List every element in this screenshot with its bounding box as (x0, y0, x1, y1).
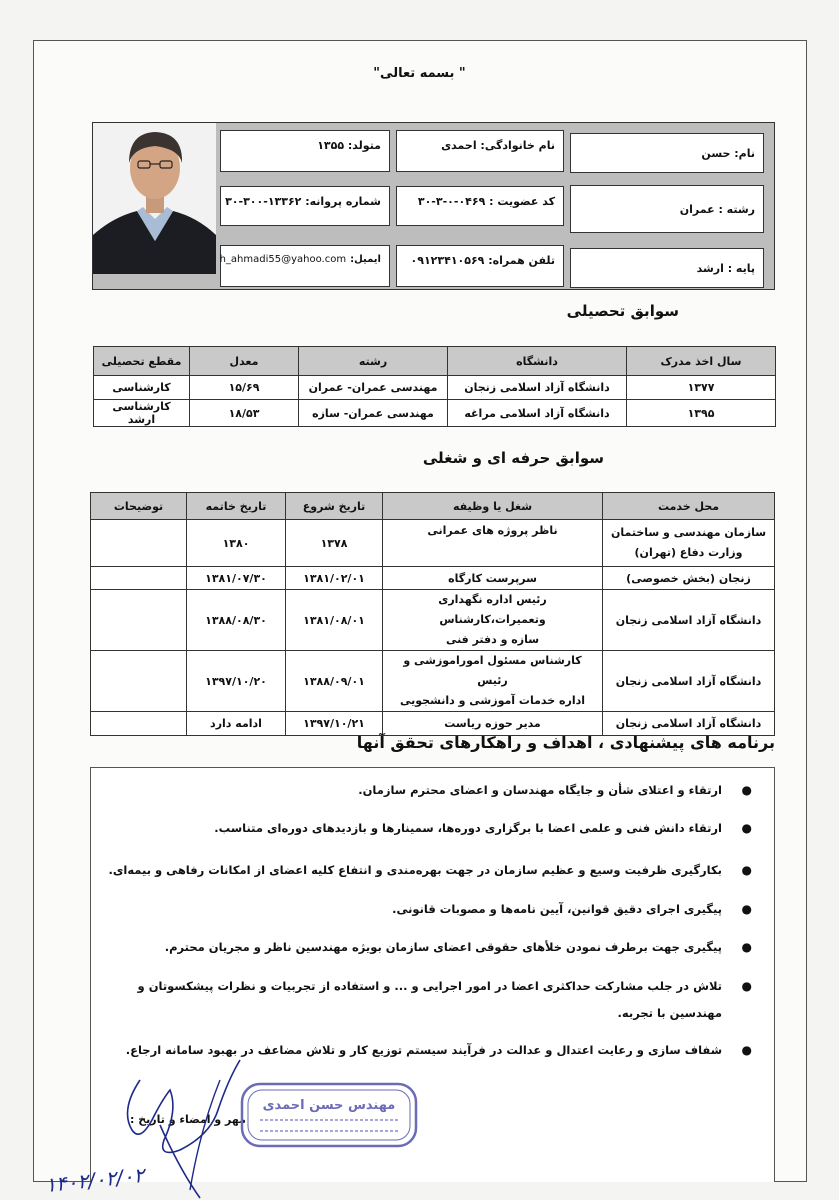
program-text: ارتقاء و اعتلای شأن و جایگاه مهندسان و اعضای محترم سازمان. (358, 783, 722, 797)
bullet-icon: ● (741, 979, 752, 993)
career-end: ادامه دارد (187, 712, 286, 736)
career-end: ۱۳۸۰ (187, 520, 286, 567)
career-header-start: تاریخ شروع (286, 493, 383, 520)
education-title: سوابق تحصیلی (566, 302, 679, 320)
edu-header-year: سال اخذ مدرک (627, 347, 776, 376)
bullet-icon: ● (741, 783, 752, 797)
place-line: وزارت دفاع (تهران) (634, 546, 743, 559)
edu-cell: دانشگاه آزاد اسلامی مراغه (448, 400, 627, 427)
table-row (91, 712, 775, 736)
list-item (392, 898, 752, 920)
program-text: ارتقاء دانش فنی و علمی اعضا با برگزاری دوره‌ها، سمینارها و بازدیدهای دوره‌ای متناسب. (214, 821, 722, 835)
degree-level: پایه : ارشد (570, 248, 764, 288)
list-item (108, 859, 752, 881)
bullet-icon: ● (741, 1043, 752, 1057)
program-text: تلاش در جلب مشارکت حداکثری اعضا در امور اجرایی و ... و استفاده از تجربیات و نظرات پیشکسوتان و (137, 979, 722, 993)
profile-photo (93, 123, 216, 274)
born-field: متولد: ۱۳۵۵ (220, 130, 390, 172)
edu-cell: کارشناسی (94, 376, 190, 400)
career-end: ۱۳۸۱/۰۷/۳۰ (187, 567, 286, 590)
basmala-heading: " بسمه تعالی" (373, 66, 466, 81)
edu-cell: مهندسی عمران- عمران (299, 376, 448, 400)
career-place: دانشگاه آزاد اسلامی زنجان (603, 590, 775, 651)
table-row (91, 651, 775, 712)
career-place: زنجان (بخش خصوصی) (603, 567, 775, 590)
edu-cell: ۱۸/۵۳ (190, 400, 299, 427)
handwritten-date: ۱۴۰۲/۰۲/۰۲ (44, 1162, 146, 1198)
career-start: ۱۳۹۷/۱۰/۲۱ (286, 712, 383, 736)
place-line: سازمان مهندسی و ساختمان (610, 526, 767, 539)
mobile-field: تلفن همراه: ۰۹۱۲۳۴۱۰۵۶۹ (396, 245, 564, 287)
family-field: نام خانوادگی: احمدی (396, 130, 564, 172)
career-end: ۱۳۹۷/۱۰/۲۰ (187, 651, 286, 712)
table-row (91, 590, 775, 651)
table-row (91, 520, 775, 567)
edu-cell: ۱۵/۶۹ (190, 376, 299, 400)
list-item (164, 936, 752, 958)
career-place (603, 520, 775, 567)
signature-label: مهر و امضاء و تاریخ : (130, 1113, 246, 1126)
program-text: شفاف سازی و رعایت اعتدال و عدالت در فرآیند سیستم توزیع کار و تلاش مضاعف در بهبود سامانه ارجاع. (125, 1043, 722, 1057)
job-line: رئیس اداره نگهداری وتعمیرات،کارشناس (438, 593, 547, 626)
programs-title: برنامه های پیشنهادی ، اهداف و راهکارهای تحقق آنها (356, 733, 775, 752)
edu-header-degree: مقطع تحصیلی (94, 347, 190, 376)
career-note (91, 651, 187, 712)
education-table (93, 346, 776, 427)
career-note (91, 712, 187, 736)
career-note (91, 567, 187, 590)
job-line: اداره خدمات آموزشی و دانشجویی (399, 694, 586, 707)
edu-cell: دانشگاه آزاد اسلامی زنجان (448, 376, 627, 400)
edu-cell: ۱۳۷۷ (627, 376, 776, 400)
program-text: پیگیری جهت برطرف نمودن خلأهای حقوقی اعضای سازمان بویژه مهندسین ناظر و مجریان محترم. (164, 940, 722, 954)
job-line: کارشناس مسئول اموراموزشی و رئیس (403, 654, 582, 687)
bullet-icon: ● (741, 940, 752, 954)
career-start: ۱۳۸۱/۰۸/۰۱ (286, 590, 383, 651)
list-item (358, 779, 752, 801)
field-of-study: رشته : عمران (570, 185, 764, 233)
career-table (90, 492, 775, 736)
career-header-place: محل خدمت (603, 493, 775, 520)
career-start: ۱۳۸۱/۰۲/۰۱ (286, 567, 383, 590)
membership-code: کد عضویت : ۰۴۶۹-۰-۳-۳۰ (396, 186, 564, 226)
program-text: پیگیری اجرای دقیق قوانین، آیین نامه‌ها و مصوبات قانونی. (392, 902, 722, 916)
email-value: h_ahmadi55@yahoo.com (219, 254, 347, 265)
career-end: ۱۳۸۸/۰۸/۳۰ (187, 590, 286, 651)
career-note (91, 520, 187, 567)
career-job (383, 651, 603, 712)
program-text: مهندسین با تجربه. (617, 1006, 722, 1020)
stamp-text: مهندس حسن احمدی (262, 1098, 396, 1113)
edu-header-field: رشته (299, 347, 448, 376)
edu-cell: مهندسی عمران- سازه (299, 400, 448, 427)
career-note (91, 590, 187, 651)
career-job (383, 590, 603, 651)
career-place: دانشگاه آزاد اسلامی زنجان (603, 712, 775, 736)
list-item-continuation (618, 1002, 722, 1024)
career-title: سوابق حرفه ای و شغلی (422, 449, 604, 467)
license-number: شماره پروانه: ۱۳۳۶۲-۳۰۰-۳۰ (220, 186, 390, 226)
career-job: مدیر حوزه ریاست (383, 712, 603, 736)
email-field (220, 245, 390, 287)
job-line: سازه و دفتر فنی (445, 633, 540, 646)
list-item (214, 817, 752, 839)
career-start: ۱۳۸۸/۰۹/۰۱ (286, 651, 383, 712)
bullet-icon: ● (741, 902, 752, 916)
career-header-job: شغل یا وظیفه (383, 493, 603, 520)
bullet-icon: ● (741, 821, 752, 835)
email-label: ایمیل: (350, 254, 381, 265)
list-item (137, 975, 752, 997)
name-field: نام: حسن (570, 133, 764, 173)
job-line: ناظر پروژه های عمرانی (427, 524, 558, 537)
career-place: دانشگاه آزاد اسلامی زنجان (603, 651, 775, 712)
table-row (94, 400, 776, 427)
career-start: ۱۳۷۸ (286, 520, 383, 567)
career-job (383, 520, 603, 567)
table-row (94, 376, 776, 400)
edu-header-gpa: معدل (190, 347, 299, 376)
career-job: سرپرست کارگاه (383, 567, 603, 590)
table-row (91, 567, 775, 590)
edu-header-university: دانشگاه (448, 347, 627, 376)
program-text: بکارگیری ظرفیت وسیع و عظیم سازمان در جهت بهره‌مندی و انتفاع کلیه اعضای از امکانات رفاهی و بیمه‌ای. (108, 863, 722, 877)
career-header-notes: توضیحات (91, 493, 187, 520)
career-header-end: تاریخ خاتمه (187, 493, 286, 520)
edu-cell: ۱۳۹۵ (627, 400, 776, 427)
bullet-icon: ● (741, 863, 752, 877)
edu-cell: کارشناسی ارشد (94, 400, 190, 427)
